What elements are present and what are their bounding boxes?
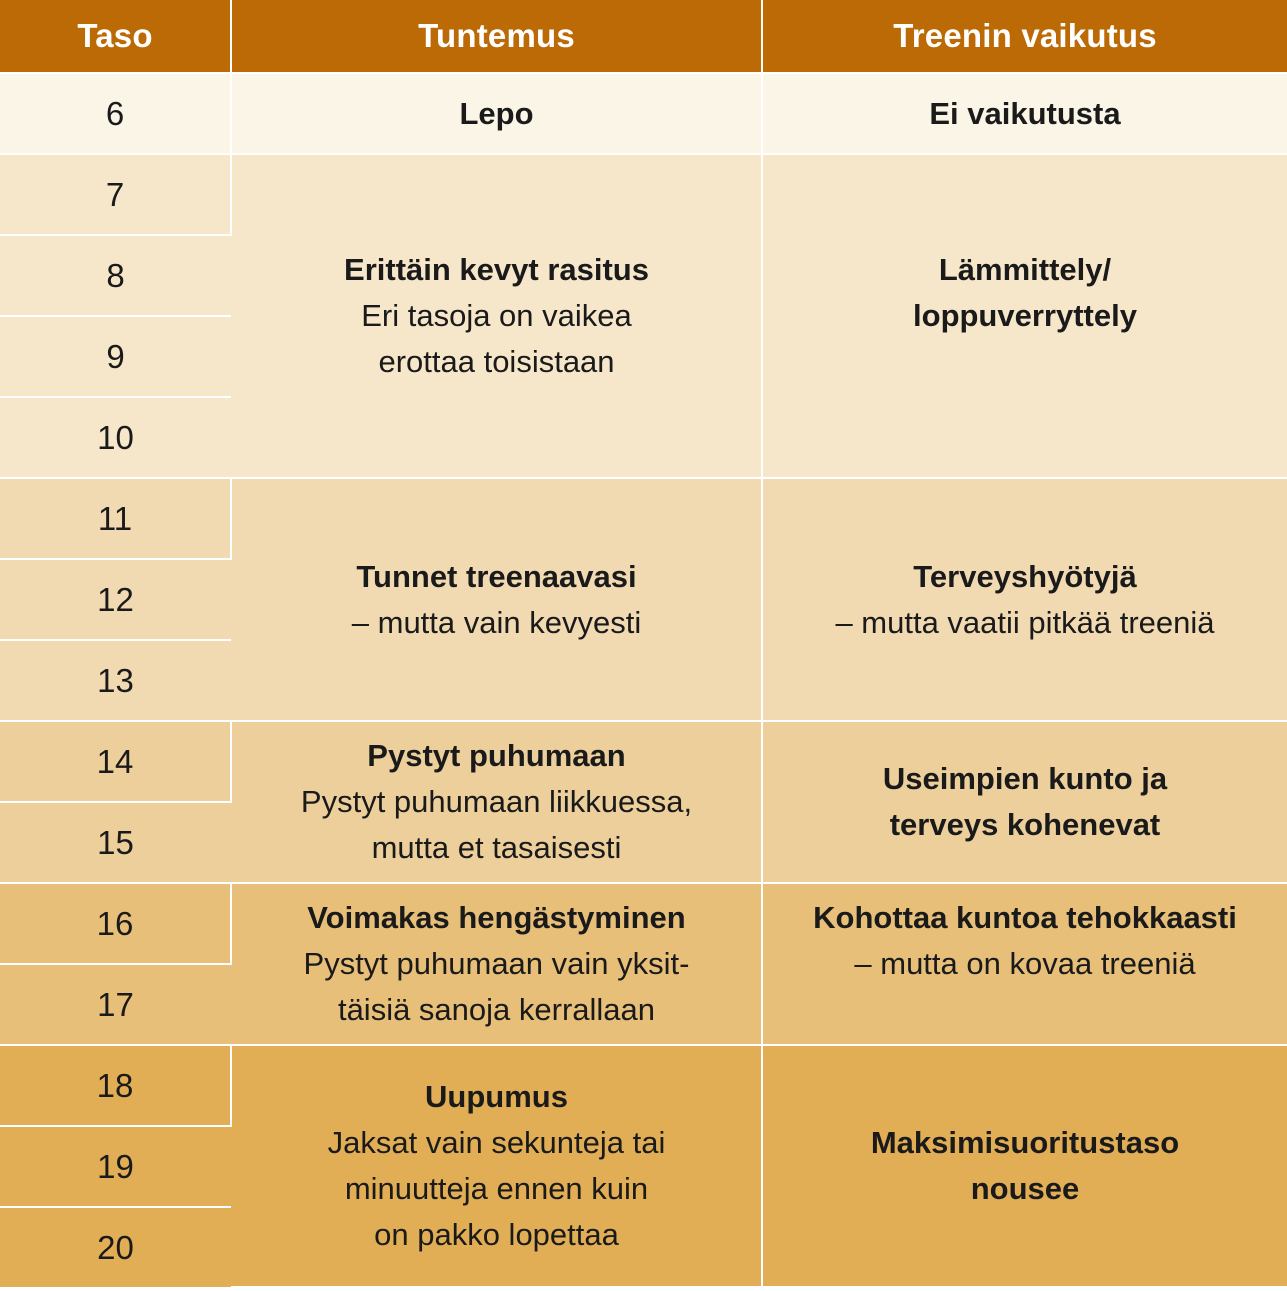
level-cell: 14 — [0, 721, 231, 802]
table-row — [0, 478, 1287, 559]
level-cell: 15 — [0, 802, 231, 883]
effect-title: Maksimisuoritustaso — [870, 1125, 1180, 1160]
level-cell: 8 — [0, 235, 231, 316]
level-cell: 20 — [0, 1207, 231, 1287]
feeling-title: Tunnet treenaavasi — [356, 558, 637, 594]
effect-title: Terveyshyötyjä — [913, 558, 1137, 594]
feeling-text-line: Pystyt puhumaan liikkuessa, — [300, 784, 693, 819]
effect-cell — [762, 73, 1287, 154]
table-row — [0, 73, 1287, 154]
feeling-text-line: erottaa toisistaan — [378, 344, 615, 379]
feeling-text-line: on pakko lopettaa — [374, 1217, 619, 1252]
effect-title: Useimpien kunto ja — [882, 761, 1168, 796]
effect-spacer — [763, 987, 1287, 1033]
header-effect: Treenin vaikutus — [762, 0, 1287, 73]
level-cell: 10 — [0, 397, 231, 478]
feeling-title: Voimakas hengästyminen — [307, 900, 686, 935]
effect-spacer — [763, 339, 1287, 385]
header-level: Taso — [0, 0, 231, 73]
level-cell: 19 — [0, 1126, 231, 1207]
level-cell: 6 — [0, 73, 231, 154]
feeling-title: Uupumus — [425, 1079, 568, 1114]
table-row — [0, 154, 1287, 235]
effect-cell — [762, 154, 1287, 478]
feeling-cell — [231, 883, 762, 1045]
level-cell: 18 — [0, 1045, 231, 1126]
feeling-cell — [231, 1045, 762, 1287]
effect-title: terveys kohenevat — [889, 807, 1161, 842]
feeling-title: Lepo — [459, 95, 534, 131]
effect-cell — [762, 721, 1287, 883]
effect-title: loppuverryttely — [913, 298, 1137, 333]
level-cell: 7 — [0, 154, 231, 235]
feeling-title: Pystyt puhumaan — [367, 738, 626, 773]
feeling-text-line: Eri tasoja on vaikea — [361, 298, 632, 333]
feeling-text-line: – mutta vain kevyesti — [351, 604, 642, 640]
level-cell: 11 — [0, 478, 231, 559]
feeling-cell — [231, 721, 762, 883]
level-cell: 16 — [0, 883, 231, 964]
feeling-text-line: minuutteja ennen kuin — [344, 1171, 649, 1206]
feeling-text-line: täisiä sanoja kerrallaan — [337, 992, 656, 1027]
header-feeling: Tuntemus — [231, 0, 762, 73]
effect-note: – mutta vaatii pitkää treeniä — [835, 604, 1215, 640]
feeling-cell — [231, 73, 762, 154]
table-row — [0, 883, 1287, 964]
feeling-text-line: Pystyt puhumaan vain yksit- — [303, 946, 690, 981]
effect-cell — [762, 478, 1287, 721]
effect-note: – mutta on kovaa treeniä — [854, 946, 1196, 981]
table-row — [0, 1045, 1287, 1126]
effect-title: nousee — [970, 1171, 1080, 1206]
level-cell: 17 — [0, 964, 231, 1045]
effect-title: Ei vaikutusta — [929, 95, 1121, 131]
level-cell: 12 — [0, 559, 231, 640]
feeling-text-line: Jaksat vain sekunteja tai — [327, 1125, 666, 1160]
table-row — [0, 721, 1287, 802]
effect-title: Kohottaa kuntoa tehokkaasti — [813, 900, 1237, 935]
effect-cell — [762, 1045, 1287, 1287]
level-cell: 13 — [0, 640, 231, 721]
level-cell: 9 — [0, 316, 231, 397]
effect-cell — [762, 883, 1287, 1045]
feeling-text-line: mutta et tasaisesti — [371, 830, 622, 865]
effect-title: Lämmittely/ — [938, 252, 1112, 287]
header-row — [0, 0, 1287, 73]
feeling-cell — [231, 478, 762, 721]
feeling-title: Erittäin kevyt rasitus — [344, 252, 649, 287]
feeling-cell — [231, 154, 762, 478]
